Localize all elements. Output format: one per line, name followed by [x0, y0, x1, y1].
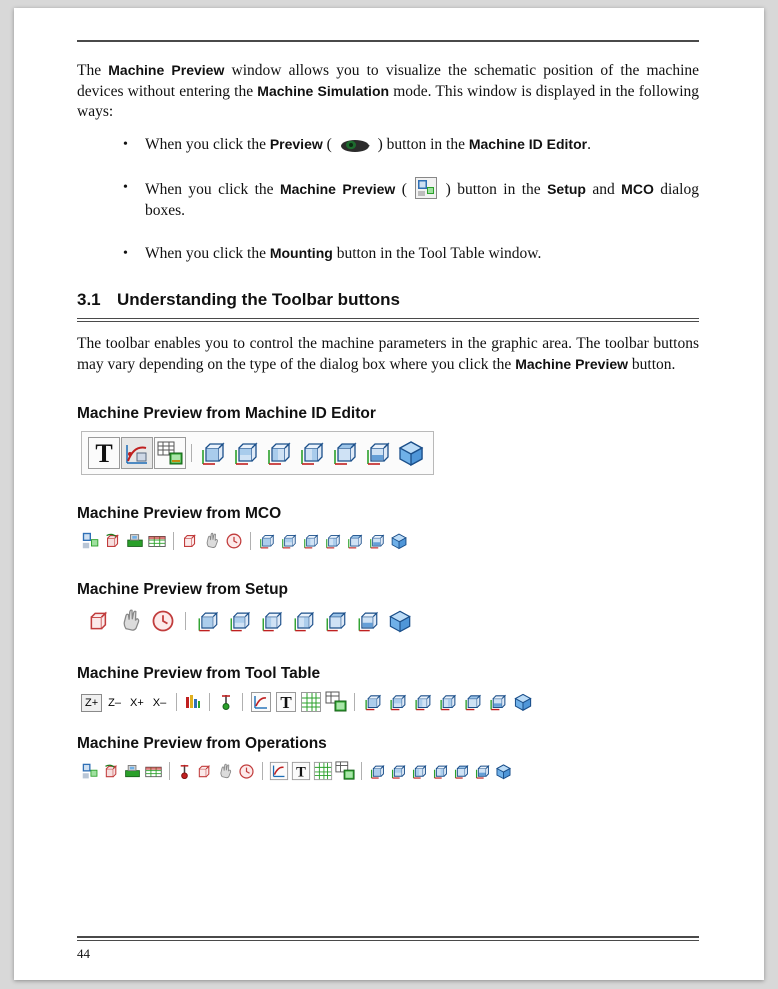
top-rule: [77, 40, 699, 42]
svg-text:T: T: [95, 439, 113, 468]
x-minus-button[interactable]: [150, 693, 169, 711]
hand-gray-icon[interactable]: [117, 607, 145, 635]
view-back-icon[interactable]: [230, 437, 262, 469]
axis-tool-icon[interactable]: [269, 761, 289, 781]
view-left-icon[interactable]: [263, 437, 295, 469]
svg-text:T: T: [280, 693, 292, 712]
view-right-icon[interactable]: [431, 762, 450, 781]
toolbar-separator: [169, 762, 170, 780]
toolbar-heading-mco: Machine Preview from MCO: [77, 505, 282, 522]
text-tool-icon[interactable]: [291, 761, 311, 781]
section-paragraph: [77, 334, 699, 375]
page-number: 44: [77, 946, 90, 961]
machine-green-icon[interactable]: [123, 762, 142, 781]
clock-red-icon[interactable]: [237, 762, 256, 781]
toolbar-separator: [361, 762, 362, 780]
intro-paragraph: [77, 60, 699, 122]
text-tool-icon[interactable]: [88, 437, 120, 469]
view-top-icon[interactable]: [329, 437, 361, 469]
toolbar-separator: [250, 532, 251, 550]
grid-tool-icon[interactable]: [154, 437, 186, 469]
view-right-icon[interactable]: [296, 437, 328, 469]
toolbar-separator: [191, 444, 192, 462]
view-front-icon[interactable]: [197, 437, 229, 469]
tool-pin-icon[interactable]: [217, 692, 235, 712]
bullet3-bold1: Mounting: [269, 245, 333, 261]
color-bars-icon[interactable]: [184, 692, 202, 712]
cube-red-icon[interactable]: [180, 531, 200, 551]
intro-part2: window allows you to visualize the schematic position of the machine devices without entering the: [77, 62, 699, 100]
rotate-red-icon[interactable]: [103, 531, 123, 551]
view-top-icon[interactable]: [452, 762, 471, 781]
machine-preview-icon[interactable]: [81, 762, 100, 781]
hand-gray-icon[interactable]: [202, 531, 222, 551]
intro-part3: mode. This window is displayed in the following ways:: [77, 83, 700, 120]
grid-green-icon[interactable]: [300, 691, 322, 713]
cube-red-icon[interactable]: [195, 762, 214, 781]
view-iso-icon[interactable]: [512, 691, 534, 713]
view-bottom-icon[interactable]: [487, 691, 509, 713]
bullet2-part5: dialog boxes.: [145, 181, 699, 219]
svg-text:T: T: [296, 764, 306, 781]
machine-preview-icon: [415, 177, 437, 199]
toolbar-heading-tool-table: Machine Preview from Tool Table: [77, 665, 321, 682]
view-iso-icon[interactable]: [389, 531, 409, 551]
view-bottom-icon[interactable]: [362, 437, 394, 469]
bullet2-part2: (: [395, 181, 414, 198]
bullet-list: [77, 134, 699, 264]
x-plus-label: X+: [130, 697, 144, 709]
bullet1-part1: When you click the: [145, 136, 270, 153]
toolbar-machine-id-editor[interactable]: [81, 431, 434, 475]
view-left-icon[interactable]: [258, 607, 286, 635]
list-item: [77, 243, 699, 264]
toolbar-heading-operations: Machine Preview from Operations: [77, 735, 327, 752]
toolbar-heading-setup: Machine Preview from Setup: [77, 581, 289, 598]
view-front-icon[interactable]: [362, 691, 384, 713]
table-grid-icon[interactable]: [147, 531, 167, 551]
x-plus-button[interactable]: [127, 693, 147, 711]
intro-bold2: Machine Simulation: [257, 83, 390, 99]
toolbar-setup[interactable]: [85, 607, 699, 635]
curve-tool-icon[interactable]: [121, 437, 153, 469]
view-back-icon[interactable]: [387, 691, 409, 713]
bullet1-bold1: Preview: [269, 136, 323, 152]
toolbar-mco[interactable]: [81, 531, 699, 551]
toolbar-separator: [176, 693, 177, 711]
grid-tool-icon[interactable]: [325, 691, 347, 713]
toolbar-operations[interactable]: [81, 761, 699, 781]
view-bottom-icon[interactable]: [473, 762, 492, 781]
bullet3-part2: button in the Tool Table window.: [332, 245, 542, 262]
bullet2-part4: and: [585, 181, 622, 198]
section-rule: [77, 318, 699, 322]
z-plus-button[interactable]: [81, 693, 102, 712]
view-back-icon[interactable]: [226, 607, 254, 635]
bullet1-part3: ) button in the: [373, 136, 469, 153]
machine-green-icon[interactable]: [125, 531, 145, 551]
document-page: [14, 8, 764, 980]
eye-preview-icon: [338, 137, 372, 154]
bullet1-part2: (: [322, 136, 336, 153]
view-iso-icon[interactable]: [494, 762, 513, 781]
bullet1-part4: .: [587, 136, 591, 153]
toolbar-separator: [354, 693, 355, 711]
view-back-icon[interactable]: [279, 531, 299, 551]
rotate-red-icon[interactable]: [102, 762, 121, 781]
toolbar-separator: [242, 693, 243, 711]
bullet2-bold3: MCO: [621, 181, 654, 197]
view-top-icon[interactable]: [322, 607, 350, 635]
toolbar-tool-table[interactable]: [81, 691, 699, 713]
section-title: Understanding the Toolbar buttons: [117, 290, 400, 309]
view-iso-icon[interactable]: [395, 437, 427, 469]
intro-bold1: Machine Preview: [108, 62, 225, 78]
bullet1-bold2: Machine ID Editor: [468, 136, 588, 152]
toolbar-separator: [173, 532, 174, 550]
view-bottom-icon[interactable]: [354, 607, 382, 635]
bullet2-bold2: Setup: [547, 181, 586, 197]
z-minus-button[interactable]: [105, 693, 124, 711]
bullet2-part3: ) button in the: [439, 181, 548, 198]
clock-red-icon[interactable]: [224, 531, 244, 551]
text-tool-icon[interactable]: [275, 691, 297, 713]
view-front-icon[interactable]: [368, 762, 387, 781]
toolbar-separator: [209, 693, 210, 711]
section-number: 3.1: [77, 290, 101, 309]
view-iso-icon[interactable]: [386, 607, 414, 635]
grid-tool-icon[interactable]: [335, 761, 355, 781]
view-right-icon[interactable]: [437, 691, 459, 713]
axis-tool-icon[interactable]: [250, 691, 272, 713]
toolbar-separator: [185, 612, 186, 630]
x-minus-label: X–: [152, 697, 167, 709]
hand-gray-icon[interactable]: [216, 762, 235, 781]
toolbar-separator: [262, 762, 263, 780]
section-para-part1: The toolbar enables you to control the machine parameters in the graphic area. The toolbar buttons may vary depending on the type of the dialog box where you click the: [77, 335, 699, 373]
clock-red-icon[interactable]: [149, 607, 177, 635]
table-grid-icon[interactable]: [144, 762, 163, 781]
section-para-bold: Machine Preview: [515, 356, 629, 372]
bullet3-part1: When you click the: [145, 245, 270, 262]
z-plus-label: Z+: [81, 694, 102, 712]
view-left-icon[interactable]: [412, 691, 434, 713]
z-minus-label: Z–: [108, 697, 121, 709]
view-front-icon[interactable]: [194, 607, 222, 635]
view-bottom-icon[interactable]: [367, 531, 387, 551]
tool-pin-icon[interactable]: [176, 762, 193, 781]
bullet2-part1: When you click the: [145, 181, 280, 198]
bullet2-bold1: Machine Preview: [279, 181, 396, 197]
section-para-part2: button.: [628, 356, 676, 373]
view-left-icon[interactable]: [301, 531, 321, 551]
page-content: [77, 28, 699, 785]
section-heading: [77, 290, 699, 310]
view-top-icon[interactable]: [462, 691, 484, 713]
view-back-icon[interactable]: [389, 762, 408, 781]
list-item: [77, 134, 699, 155]
list-item: [77, 177, 699, 221]
toolbar-heading-machine-id-editor: Machine Preview from Machine ID Editor: [77, 405, 376, 422]
view-left-icon[interactable]: [410, 762, 429, 781]
cube-red-icon[interactable]: [85, 607, 113, 635]
view-right-icon[interactable]: [290, 607, 318, 635]
machine-preview-icon[interactable]: [81, 531, 101, 551]
grid-green-icon[interactable]: [313, 761, 333, 781]
view-right-icon[interactable]: [323, 531, 343, 551]
view-front-icon[interactable]: [257, 531, 277, 551]
footer-rule: [77, 936, 699, 941]
view-top-icon[interactable]: [345, 531, 365, 551]
intro-part1: The: [77, 62, 109, 79]
